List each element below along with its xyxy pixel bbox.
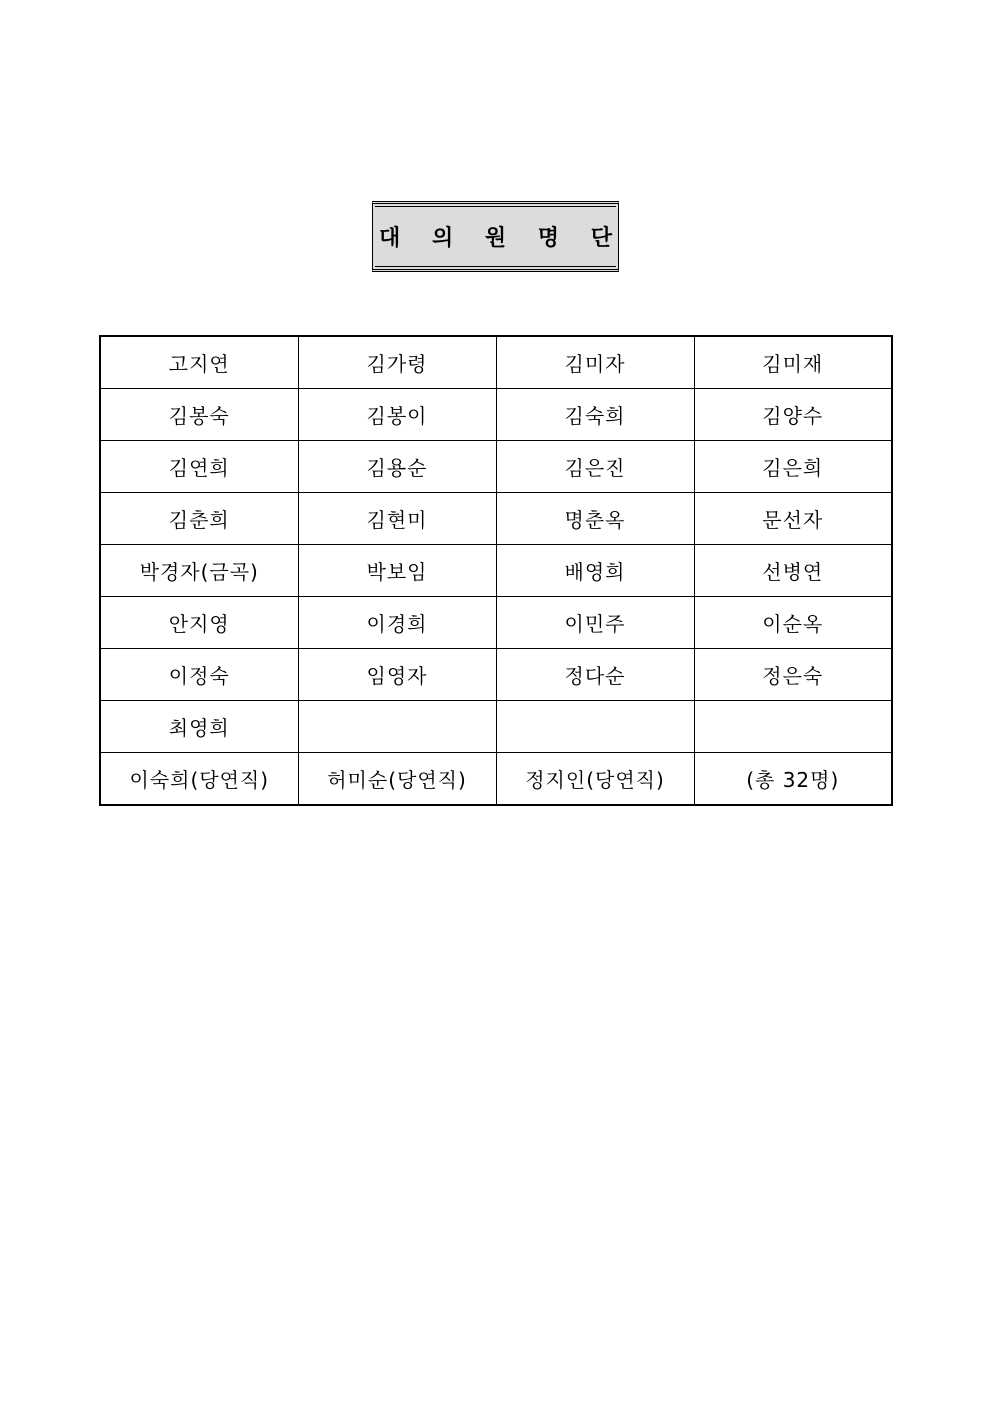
member-cell: 김봉숙 (100, 389, 298, 441)
member-cell: 안지영 (100, 597, 298, 649)
table-row (100, 753, 892, 806)
member-cell: 김은희 (694, 441, 892, 493)
table-row (100, 701, 892, 753)
member-cell: 김가령 (298, 336, 496, 389)
member-cell: 김춘희 (100, 493, 298, 545)
member-cell: 정다순 (496, 649, 694, 701)
member-cell: 선병연 (694, 545, 892, 597)
member-cell: 김미자 (496, 336, 694, 389)
member-cell: 문선자 (694, 493, 892, 545)
member-cell: 정은숙 (694, 649, 892, 701)
table-row (100, 493, 892, 545)
table-row (100, 597, 892, 649)
member-cell: 김연희 (100, 441, 298, 493)
member-roster-table (99, 335, 893, 806)
member-cell: 명춘옥 (496, 493, 694, 545)
member-cell: 고지연 (100, 336, 298, 389)
member-cell: 김현미 (298, 493, 496, 545)
table-row (100, 441, 892, 493)
total-count-cell: (총 32명) (694, 753, 892, 806)
member-cell: 이경희 (298, 597, 496, 649)
title-box (372, 201, 624, 272)
member-cell: 이순옥 (694, 597, 892, 649)
member-cell: 허미순(당연직) (298, 753, 496, 806)
member-cell: 김봉이 (298, 389, 496, 441)
table-row (100, 545, 892, 597)
table-row (100, 649, 892, 701)
member-cell: 김미재 (694, 336, 892, 389)
member-cell: 김은진 (496, 441, 694, 493)
member-cell: 정지인(당연직) (496, 753, 694, 806)
member-cell: 김숙희 (496, 389, 694, 441)
member-cell: 김양수 (694, 389, 892, 441)
table-row (100, 336, 892, 389)
member-cell: 최영희 (100, 701, 298, 753)
member-cell: 이정숙 (100, 649, 298, 701)
page-title: 대 의 원 명 단 (379, 226, 624, 251)
table-row (100, 389, 892, 441)
member-cell: 박경자(금곡) (100, 545, 298, 597)
empty-cell (694, 701, 892, 753)
empty-cell (298, 701, 496, 753)
empty-cell (496, 701, 694, 753)
member-cell: 이숙희(당연직) (100, 753, 298, 806)
member-cell: 이민주 (496, 597, 694, 649)
member-cell: 김용순 (298, 441, 496, 493)
member-cell: 박보임 (298, 545, 496, 597)
member-cell: 임영자 (298, 649, 496, 701)
member-cell: 배영희 (496, 545, 694, 597)
